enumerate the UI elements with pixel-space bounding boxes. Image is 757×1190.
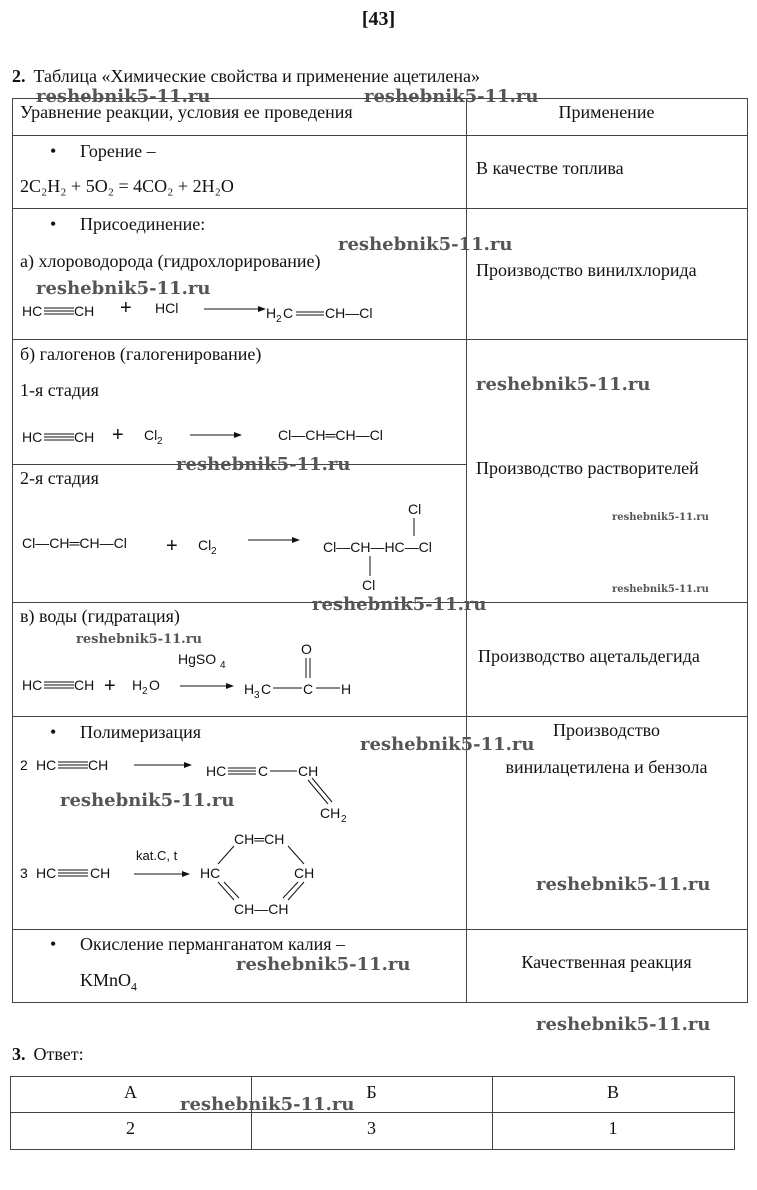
answer-value-a: 2 [126, 1118, 135, 1138]
polymerization-scheme [12, 748, 466, 924]
svg-text:CH: CH [74, 303, 95, 319]
hydration-use: Производство ацетальдегида [478, 646, 700, 666]
answer-value-v: 1 [608, 1118, 618, 1138]
halogenation-use: Производство растворителей [476, 458, 699, 478]
svg-text:C: C [258, 763, 269, 779]
svg-text:CH—Cl: CH—Cl [325, 305, 373, 321]
watermark: reshebnik5-11.ru [612, 512, 709, 523]
watermark: reshebnik5-11.ru [180, 1094, 355, 1115]
svg-text:CH: CH [88, 757, 109, 773]
svg-text:HgSO: HgSO [178, 651, 217, 667]
svg-text:Cl: Cl [144, 427, 158, 443]
oxidation-use: Качественная реакция [521, 952, 692, 972]
svg-text:C: C [303, 681, 314, 697]
svg-text:HC: HC [36, 865, 57, 881]
svg-text:+: + [120, 297, 132, 319]
svg-text:HC: HC [200, 865, 221, 881]
svg-text:HC: HC [36, 757, 57, 773]
watermark: reshebnik5-11.ru [360, 734, 535, 755]
svg-text:Cl—CH═CH—Cl: Cl—CH═CH—Cl [278, 427, 383, 443]
halogenation-stage-2: 2-я стадия [20, 468, 99, 488]
section-2-number: 2. [12, 66, 26, 86]
watermark: reshebnik5-11.ru [312, 594, 487, 615]
page-number: [43] [361, 8, 396, 30]
watermark: reshebnik5-11.ru [36, 278, 211, 299]
svg-text:H: H [266, 305, 277, 321]
svg-text:C: C [261, 681, 272, 697]
answer-header-a: А [124, 1082, 137, 1102]
combustion-label: • Горение – [80, 141, 156, 162]
polymerization-label: • Полимеризация [80, 722, 201, 743]
svg-text:H: H [341, 681, 352, 697]
section-2-heading [12, 66, 480, 87]
svg-text:O: O [301, 641, 312, 657]
hydration-label: в) воды (гидратация) [20, 606, 180, 626]
svg-text:+: + [166, 535, 178, 557]
watermark: reshebnik5-11.ru [476, 374, 651, 395]
halogenation-stage-1: 1-я стадия [20, 380, 99, 400]
watermark: reshebnik5-11.ru [36, 86, 211, 107]
svg-text:CH—CH: CH—CH [234, 901, 289, 917]
svg-text:HC: HC [22, 303, 43, 319]
watermark: reshebnik5-11.ru [536, 1014, 711, 1035]
halogenation-stage-1-scheme [12, 416, 466, 456]
combustion-use: В качестве топлива [476, 158, 624, 178]
watermark: reshebnik5-11.ru [364, 86, 539, 107]
svg-text:O: O [149, 677, 160, 693]
svg-text:CH: CH [298, 763, 319, 779]
combustion-equation: 2C₂H₂ + 5O₂ = 4CO₂ + 2H₂O [20, 176, 234, 196]
answer-header-v: В [606, 1082, 619, 1102]
svg-text:Cl—CH—HC—Cl: Cl—CH—HC—Cl [323, 539, 432, 555]
section-3-heading [12, 1044, 84, 1065]
svg-text:CH: CH [320, 805, 341, 821]
hydrochlorination-use: Производство винилхлорида [476, 260, 697, 280]
addition-label: • Присоединение: [80, 214, 205, 235]
watermark: reshebnik5-11.ru [60, 790, 235, 811]
svg-text:CH═CH: CH═CH [234, 831, 285, 847]
section-3-title: Ответ: [33, 1044, 84, 1064]
svg-text:2: 2 [20, 757, 28, 773]
svg-text:C: C [283, 305, 294, 321]
watermark: reshebnik5-11.ru [338, 234, 513, 255]
svg-text:CH: CH [74, 429, 95, 445]
watermark: reshebnik5-11.ru [176, 454, 351, 475]
svg-text:CH: CH [74, 677, 95, 693]
svg-text:CH: CH [294, 865, 315, 881]
section-3-number: 3. [12, 1044, 26, 1064]
svg-text:2: 2 [276, 314, 282, 325]
svg-text:3: 3 [254, 690, 260, 701]
svg-text:H: H [132, 677, 143, 693]
watermark: reshebnik5-11.ru [76, 632, 203, 647]
svg-text:Cl—CH═CH—Cl: Cl—CH═CH—Cl [22, 535, 127, 551]
oxidation-label: • Окисление перманганатом калия – [80, 934, 345, 955]
watermark: reshebnik5-11.ru [236, 954, 411, 975]
oxidation-formula: KMnO$_4$ [80, 970, 138, 994]
halogenation-stage-2-scheme [12, 496, 466, 600]
svg-text:Cl: Cl [198, 537, 212, 553]
svg-text:kat.C, t: kat.C, t [136, 848, 178, 863]
answer-value-b: 3 [367, 1118, 376, 1138]
svg-text:HCl: HCl [155, 300, 179, 316]
svg-text:2: 2 [142, 686, 148, 697]
svg-text:Cl: Cl [362, 577, 376, 593]
svg-text:HC: HC [206, 763, 227, 779]
svg-text:2: 2 [341, 814, 347, 825]
svg-text:CH: CH [90, 865, 111, 881]
hydrochlorination-label: а) хлороводорода (гидрохлорирование) [20, 251, 321, 271]
svg-text:2: 2 [157, 436, 163, 447]
svg-text:H: H [244, 681, 255, 697]
halogenation-label: б) галогенов (галогенирование) [20, 344, 262, 364]
svg-text:HC: HC [22, 677, 43, 693]
watermark: reshebnik5-11.ru [612, 584, 709, 595]
column-header-use: Применение [558, 102, 655, 122]
svg-text:3: 3 [20, 865, 28, 881]
column-header-equation: Уравнение реакции, условия ее проведения [20, 102, 353, 122]
section-2-title: Таблица «Химические свойства и применение ацетилена» [33, 66, 480, 86]
watermark: reshebnik5-11.ru [536, 874, 711, 895]
svg-text:Cl: Cl [408, 501, 422, 517]
answer-header-b: Б [366, 1082, 377, 1102]
svg-text:+: + [112, 424, 124, 446]
svg-text:2: 2 [211, 546, 217, 557]
svg-text:+: + [104, 675, 116, 697]
polymerization-use-line-1: Производство [553, 720, 660, 740]
polymerization-use-line-2: винилацетилена и бензола [505, 757, 708, 777]
svg-text:4: 4 [220, 660, 226, 671]
svg-text:HC: HC [22, 429, 43, 445]
